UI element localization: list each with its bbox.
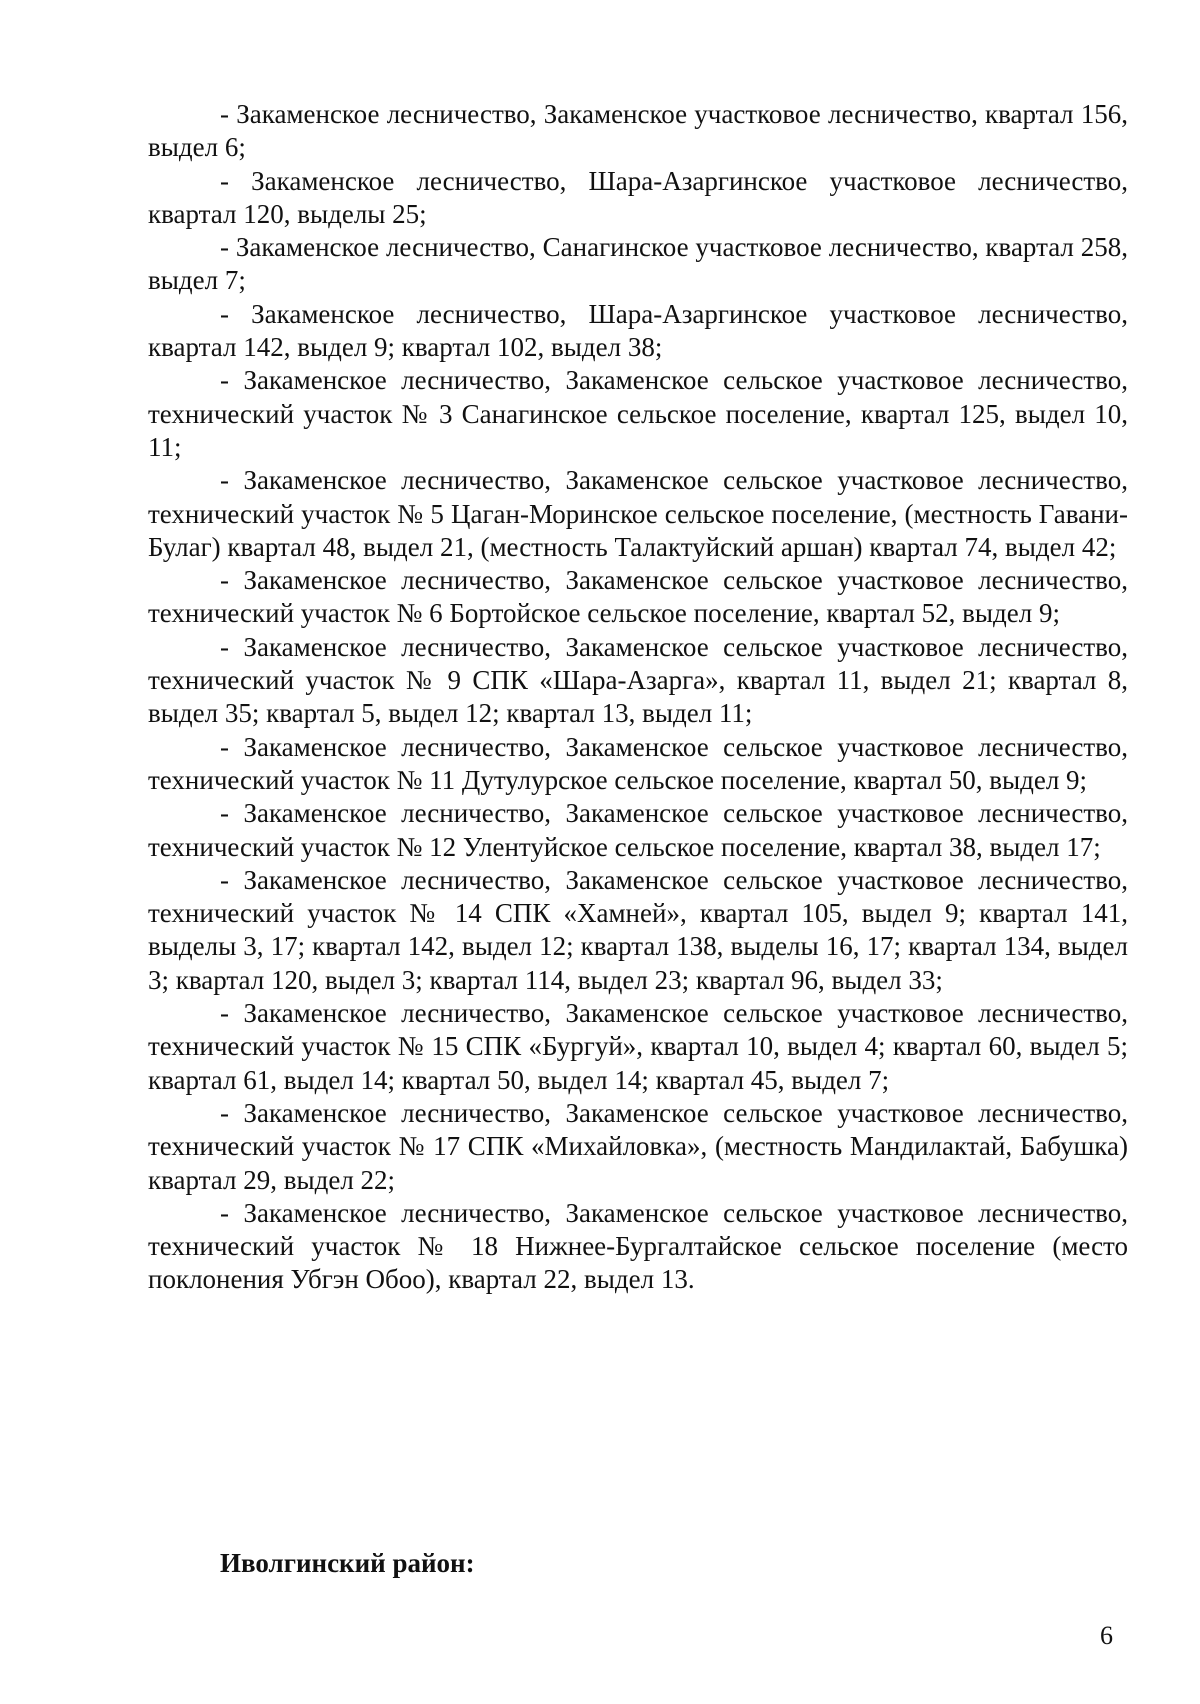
page-number: 6 xyxy=(1100,1621,1113,1650)
list-item: - Закаменское лесничество, Закаменское сельское участковое лесничество, технический участок № 3 Санагинское сельское поселение, квартал 125, выдел 10, 11; xyxy=(148,365,1128,462)
section-heading: Иволгинский район: xyxy=(220,1548,475,1578)
list-item: - Закаменское лесничество, Закаменское сельское участковое лесничество, технический участок № 9 СПК «Шара-Азарга», квартал 11, выдел 21; квартал 8, выдел 35; квартал 5, выдел 12; квартал 13, выдел 11; xyxy=(148,631,1128,729)
document-body xyxy=(148,98,1128,1297)
list-item: - Закаменское лесничество, Закаменское сельское участковое лесничество, технический участок № 5 Цаган-Моринское сельское поселение, (местность Гавани-Булаг) квартал 48, выдел 21, (местность Талактуйский аршан) квартал 74, выдел 42; xyxy=(148,465,1128,562)
list-item: - Закаменское лесничество, Закаменское сельское участковое лесничество, технический участок № 12 Улентуйское сельское поселение, квартал 38, выдел 17; xyxy=(148,798,1128,862)
list-item: - Закаменское лесничество, Закаменское участковое лесничество, квартал 156, выдел 6; xyxy=(148,99,1128,163)
list-item: - Закаменское лесничество, Закаменское сельское участковое лесничество, технический участок № 14 СПК «Хамней», квартал 105, выдел 9; квартал 141, выделы 3, 17; квартал 142, выдел 12; квартал 138, выделы 16, 17; квартал 134, выдел 3; квартал 120, выдел 3; квартал 114, выдел 23; квартал 96, выдел 33; xyxy=(148,864,1128,995)
list-item: - Закаменское лесничество, Санагинское участковое лесничество, квартал 258, выдел 7; xyxy=(148,232,1128,296)
list-item: - Закаменское лесничество, Закаменское сельское участковое лесничество, технический участок № 6 Бортойское сельское поселение, квартал 52, выдел 9; xyxy=(148,565,1128,629)
list-item: - Закаменское лесничество, Закаменское сельское участковое лесничество, технический участок № 17 СПК «Михайловка», (местность Мандилактай, Бабушка) квартал 29, выдел 22; xyxy=(148,1097,1128,1195)
list-item: - Закаменское лесничество, Закаменское сельское участковое лесничество, технический участок № 18 Нижнее-Бургалтайское сельское поселение (место поклонения Убгэн Обоо), квартал 22, выдел 13. xyxy=(148,1197,1128,1295)
list-item: - Закаменское лесничество, Закаменское сельское участковое лесничество, технический участок № 11 Дутулурское сельское поселение, квартал 50, выдел 9; xyxy=(148,731,1128,795)
list-item: - Закаменское лесничество, Шара-Азаргинское участковое лесничество, квартал 142, выдел 9; квартал 102, выдел 38; xyxy=(148,298,1128,363)
list-item: - Закаменское лесничество, Шара-Азаргинское участковое лесничество, квартал 120, выделы 25; xyxy=(148,165,1128,229)
list-item: - Закаменское лесничество, Закаменское сельское участковое лесничество, технический участок № 15 СПК «Бургуй», квартал 10, выдел 4; квартал 60, выдел 5; квартал 61, выдел 14; квартал 50, выдел 14; квартал 45, выдел 7; xyxy=(148,998,1128,1095)
